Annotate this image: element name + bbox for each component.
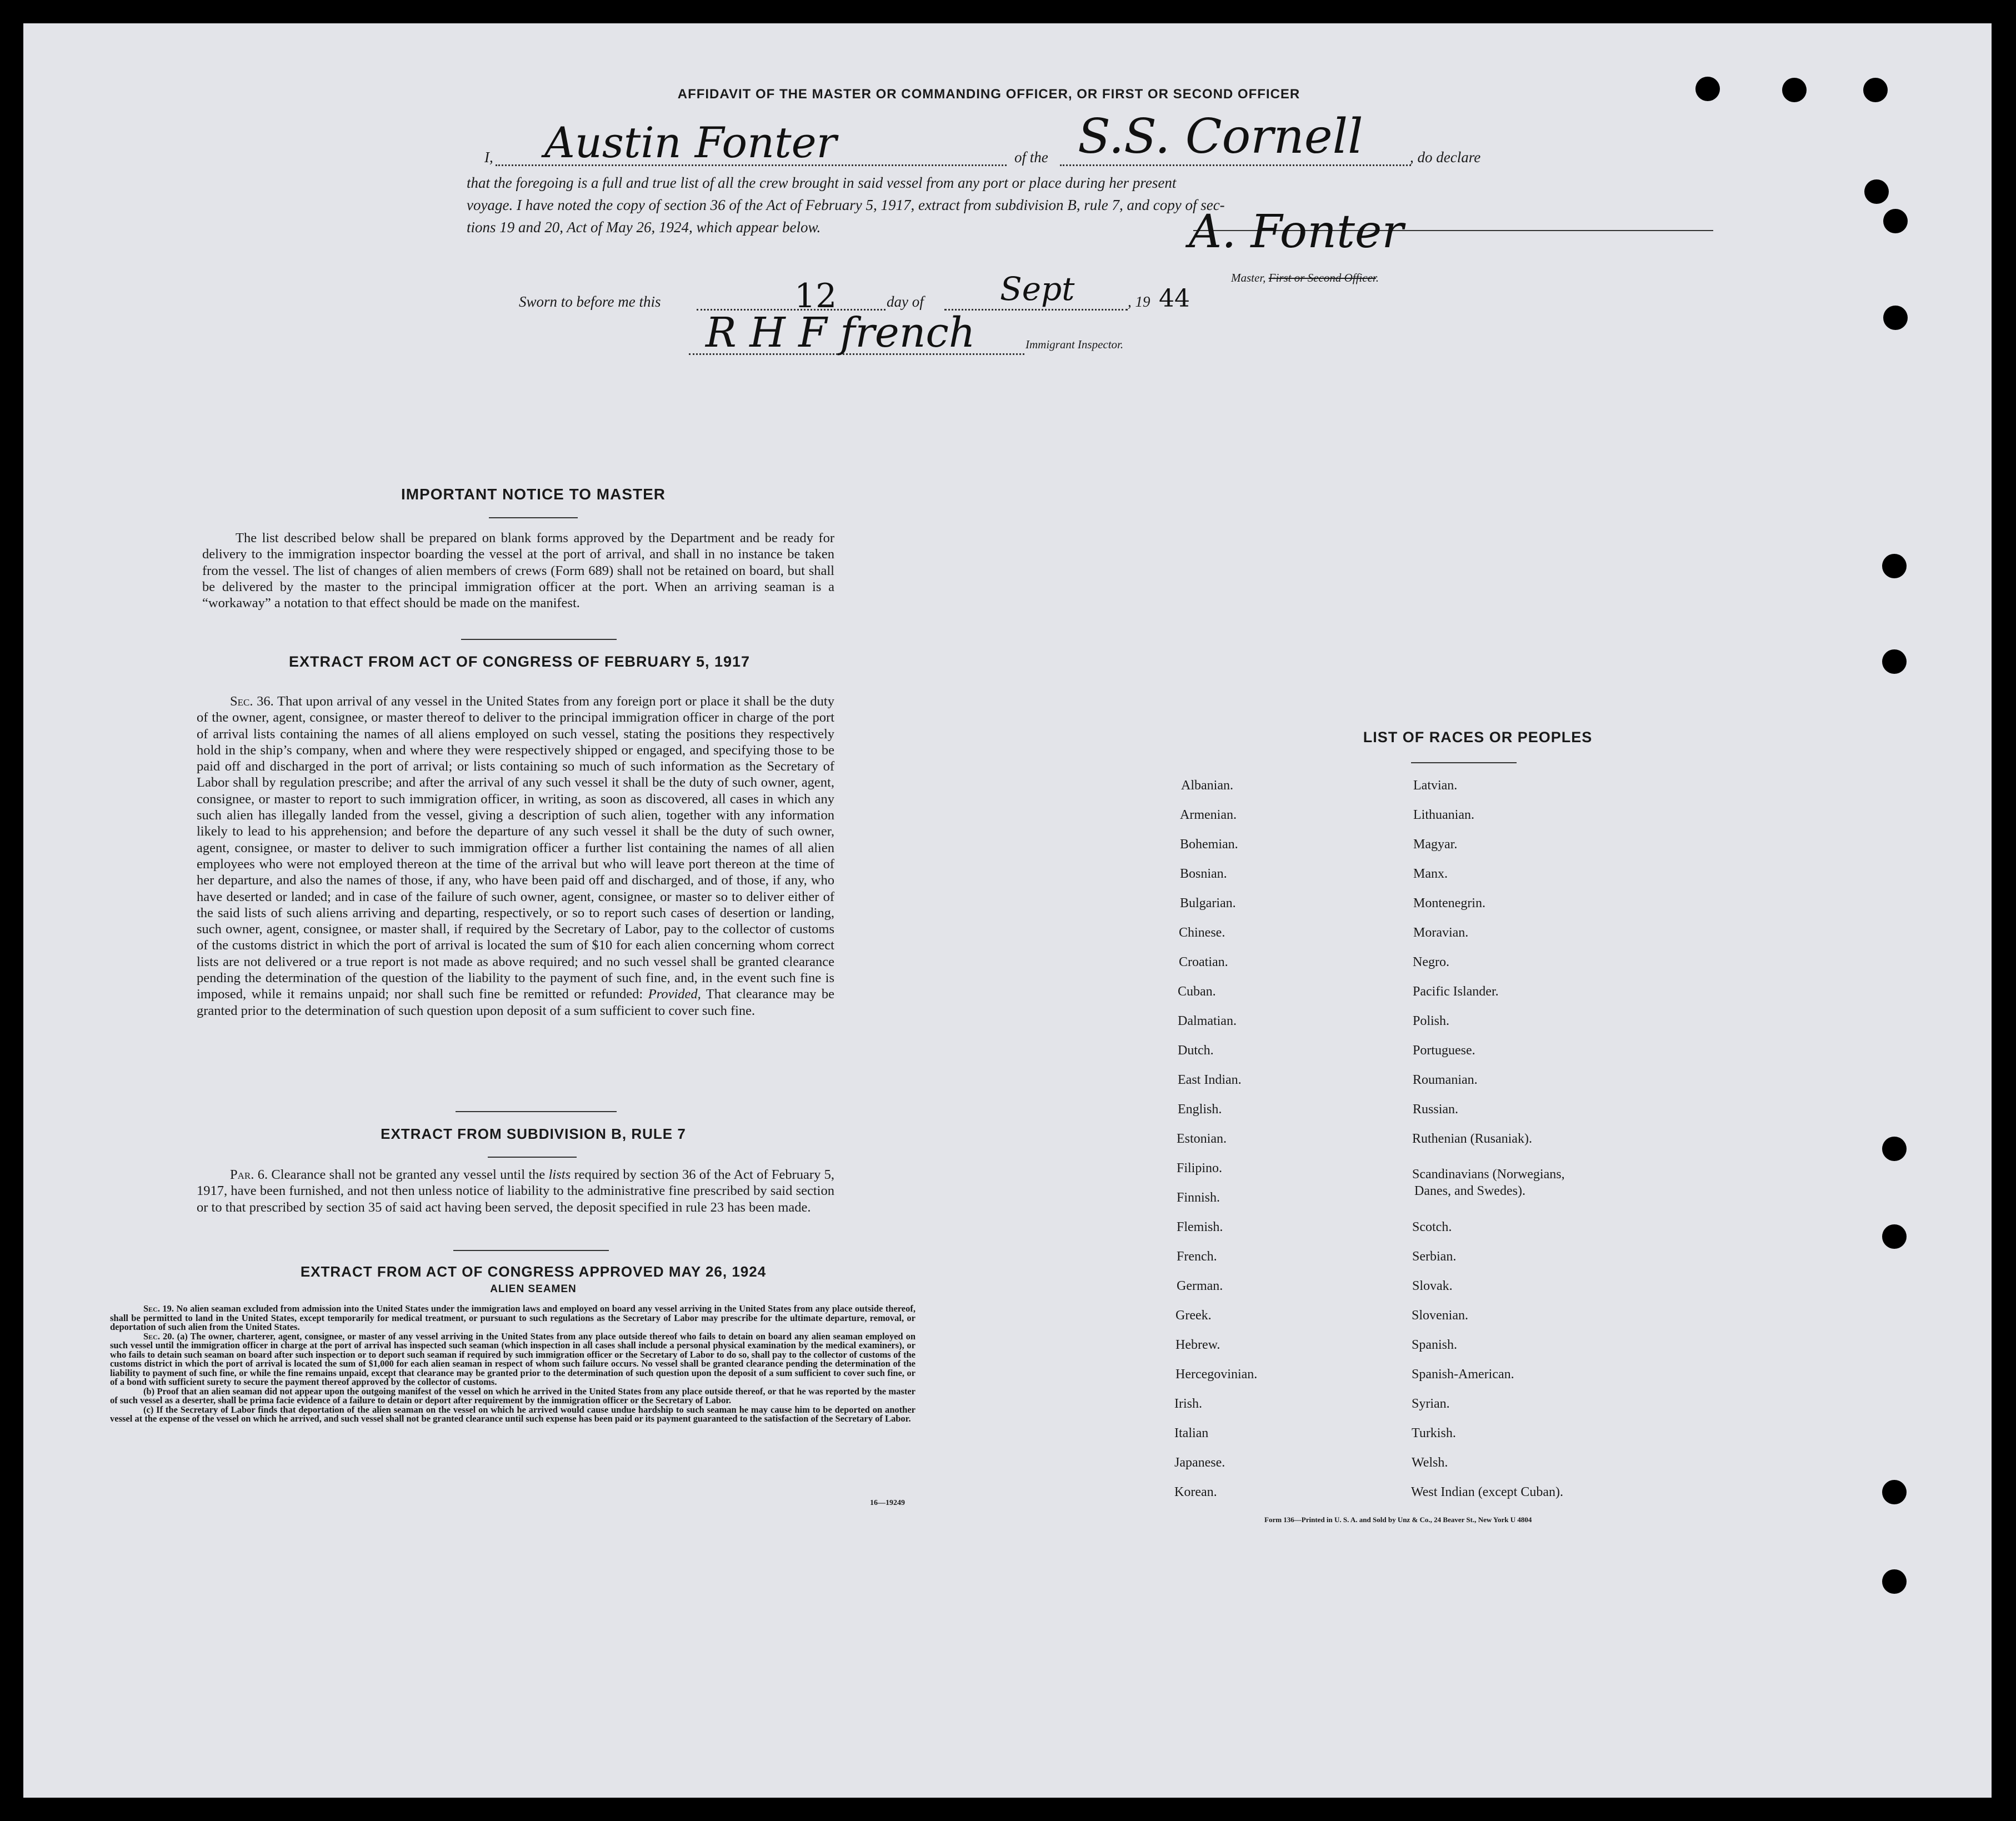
sworn-prefix: Sworn to before me this [519,293,661,310]
section-divider [461,639,617,640]
sec-20a-paragraph [110,1332,916,1387]
race-item-right: Scandinavians (Norwegians, [1412,1167,1565,1182]
punch-hole [1882,1569,1907,1594]
form-number: 16—19249 [870,1499,905,1507]
race-item-right: West Indian (except Cuban). [1411,1485,1563,1499]
race-item-left: Estonian. [1177,1132,1227,1146]
notice-paragraph: The list described below shall be prepared on blank forms approved by the Department and be ready for delivery to the immigration inspector boarding the vessel at the port of arrival, and shall in no instance be taken from the vessel. The list of changes of alien members of crews (Form 689) shall not be retained on board, but shall be delivered by the master to the principal immigration officer at the port. When an arriving seaman is a “workaway” a notation to that effect should be made on the manifest. [202,531,834,611]
race-item-left: Greek. [1175,1308,1212,1323]
extract-1917-title: EXTRACT FROM ACT OF CONGRESS OF FEBRUARY 5, 1917 [288,653,751,670]
sec-36-provided: Provided, [648,987,701,1002]
race-item-left: Dutch. [1178,1043,1214,1058]
sworn-year-prefix: , 19 [1128,293,1150,310]
race-item-left: Cuban. [1178,984,1216,999]
sworn-year-handwritten: 44 [1159,284,1190,313]
sec-20b-paragraph: (b) Proof that an alien seaman did not appear upon the outgoing manifest of the vessel on which he arrived in the United States from any place outside thereof, or that he was reported by the master of such vessel as a deserter, shall be prima facie evidence of a failure to detain or deport after requirement by the immigration officer or the Secretary of Labor. [110,1385,916,1405]
race-item-right: Portuguese. [1413,1043,1475,1058]
races-title-rule [1411,762,1517,763]
race-item-left: Croatian. [1179,955,1228,969]
punch-hole [1864,179,1889,204]
inspector-caption: Immigrant Inspector. [1025,338,1124,351]
race-item-left: Albanian. [1181,778,1233,793]
race-item-left: Korean. [1174,1485,1217,1499]
race-item-right: Roumanian. [1413,1073,1478,1087]
race-item-left: Bulgarian. [1180,896,1236,910]
race-item-right: Spanish. [1412,1338,1458,1352]
punch-hole [1883,306,1908,330]
race-item-right: Slovenian. [1412,1308,1468,1323]
race-item-left: Bohemian. [1180,837,1238,852]
race-item-left: Flemish. [1177,1220,1223,1234]
affidavit-i-prefix: I, [484,149,493,166]
race-item-right: Syrian. [1412,1397,1450,1411]
race-item-left: Finnish. [1177,1190,1220,1205]
race-item-right: Montenegrin. [1413,896,1485,910]
race-item-right: Ruthenian (Rusaniak). [1412,1132,1532,1146]
punch-hole [1883,209,1908,233]
punch-hole [1695,77,1720,101]
extract-1924-title: EXTRACT FROM ACT OF CONGRESS APPROVED MAY 26, 1924 [300,1263,767,1280]
sec-19-text: No alien seaman excluded from admission into the United States under the immigration laws and employed on board any vessel arriving in the United States from any place outside thereof, shall be permitted to land in the United States, except temporarily for medical treatment, or pursuant to such regulations as the Secretary of Labor may prescribe for the ultimate departure, removal, or deportation of such alien from the United States. [110,1303,916,1332]
section-divider [453,1250,609,1251]
affidavit-line-3: voyage. I have noted the copy of section 36 of the Act of February 5, 1917, extract from subdivision B, rule 7, and copy of sec- [467,197,1225,213]
caption-period: . [1375,271,1379,284]
race-item-right: Welsh. [1412,1455,1448,1470]
race-item-right: Manx. [1413,867,1448,881]
race-item-right: Turkish. [1412,1426,1456,1440]
section-divider [456,1111,617,1112]
notice-title: IMPORTANT NOTICE TO MASTER [401,486,666,503]
page-frame-right [1992,0,2016,1821]
race-item-right: Polish. [1413,1014,1450,1028]
sworn-month-handwritten: Sept [1000,270,1075,308]
race-item-right: Latvian. [1413,778,1458,793]
race-item-left: Filipino. [1177,1161,1223,1175]
sec-36-label: Sec. 36. [230,694,274,709]
inspector-signature: R H F french [706,309,976,357]
sec-19-paragraph [110,1304,916,1332]
extract-1917-paragraph [197,693,834,1019]
race-item-left: English. [1178,1102,1222,1117]
sec-19-label: Sec. 19. [143,1303,174,1314]
master-name-handwritten: Austin Fonter [544,118,837,167]
race-item-left: French. [1177,1249,1217,1264]
race-item-left: Italian [1174,1426,1209,1440]
affidavit-line-4: tions 19 and 20, Act of May 26, 1924, which appear below. [467,219,821,236]
vessel-name-line [1060,164,1411,166]
race-item-left: German. [1177,1279,1223,1293]
sec-36-text-b: That clearance may be granted prior to the determination of such question upon deposit of a sum sufficient to cover such fine. [197,987,834,1018]
rule-7-title-rule [488,1157,577,1158]
races-footer: Form 136—Printed in U. S. A. and Sold by Unz & Co., 24 Beaver St., New York U 4804 [1264,1515,1532,1524]
sworn-day-of: day of [887,293,924,310]
page-frame-left [0,0,23,1821]
vessel-name-handwritten: S.S. Cornell [1078,109,1363,164]
punch-hole [1882,554,1907,578]
race-item-left: East Indian. [1178,1073,1242,1087]
rule-7-paragraph [197,1167,834,1215]
race-item-right: Danes, and Swedes). [1414,1184,1525,1198]
sec-20c-paragraph: (c) If the Secretary of Labor finds that deportation of the alien seaman on the vessel on which he arrived would cause undue hardship to such seaman he may cause him to be deported on another vessel at the expense of the vessel on which he arrived, and such vessel shall not be granted clearance until such expense has been paid or its payment guaranteed to the satisfaction of the Secretary of Labor. [110,1404,916,1424]
races-title: LIST OF RACES OR PEOPLES [1363,729,1593,746]
race-item-right: Spanish-American. [1412,1367,1514,1382]
sec-36-text-a: That upon arrival of any vessel in the United States from any foreign port or place it shall be the duty of the owner, agent, consignee, or master thereof to deliver to the principal immigration officer in charge of the port of arrival lists containing the names of all aliens employed on such vessel, stating the positions they respectively hold in the ship’s company, when and where they were respectively shipped or engaged, and specifying those to be paid off and discharged in the port of arrival; or lists containing so much of such information as the Secretary of Labor shall by regulation prescribe; and after the arrival of any such vessel it shall be the duty of such owner, agent, consignee, or master to report to such immigration officer, in writing, as soon as discovered, all cases in which any such alien has illegally landed from the vessel, giving a description of such alien, together with any information likely to lead to his apprehension; and before the departure of any such vessel it shall be the duty of such owner, agent, consignee, or master to deliver to such immigration officer a further list containing the names of all alien employees who were not employed thereon at the time of the arrival but who will leave port thereon at the time of her departure, and also the names of those, if any, who have been paid off and discharged, and of those, if any, who have deserted or landed; and in case of the failure of such owner, agent, consignee, or master so to deliver either of the said lists of such aliens arriving and departing, respectively, or so to report such cases of desertion or landing, such owner, agent, consignee, or master shall, if required by the Secretary of Labor, pay to the collector of customs of the customs district in which the port of arrival is located the sum of $10 for each alien concerning whom correct lists are not delivered or a true report is not made as above required; and no such vessel shall be granted clearance pending the determination of the question of the liability to the payment of such fine, and, in the event such fine is imposed, while it remains unpaid; nor shall such fine be remitted or refunded: [197,694,834,1002]
race-item-left: Armenian. [1180,808,1237,822]
race-item-left: Chinese. [1179,925,1225,940]
race-item-left: Hebrew. [1175,1338,1220,1352]
race-item-left: Dalmatian. [1178,1014,1237,1028]
page-frame-bottom [0,1798,2016,1821]
race-item-right: Negro. [1413,955,1449,969]
affidavit-line-2: that the foregoing is a full and true list of all the crew brought in said vessel from any port or place during her present [467,174,1177,191]
punch-hole [1882,1224,1907,1249]
caption-struck-officer: First or Second Officer [1268,271,1376,284]
race-item-right: Magyar. [1413,837,1458,852]
sec-20-label: Sec. 20. [143,1330,174,1342]
sworn-day-handwritten: 12 [794,277,837,316]
master-signature-caption [1231,271,1379,285]
caption-master: Master, [1231,271,1266,284]
affidavit-of-the: of the [1014,149,1048,166]
race-item-right: Russian. [1413,1102,1459,1117]
extract-1924-text [110,1304,916,1424]
master-signature: A. Fonter [1189,206,1404,258]
race-item-right: Scotch. [1412,1220,1452,1234]
race-item-right: Moravian. [1413,925,1469,940]
rule-7-title: EXTRACT FROM SUBDIVISION B, RULE 7 [381,1125,686,1142]
race-item-right: Lithuanian. [1413,808,1474,822]
par-6-lists: lists [548,1167,571,1182]
punch-hole [1882,1137,1907,1161]
race-item-left: Japanese. [1174,1455,1225,1470]
rule-7-text [197,1167,834,1215]
affidavit-title: AFFIDAVIT OF THE MASTER OR COMMANDING OFFICER, OR FIRST OR SECOND OFFICER [677,87,1300,102]
affidavit-do-declare: , do declare [1410,149,1481,166]
race-item-left: Hercegovinian. [1175,1367,1258,1382]
race-item-right: Slovak. [1412,1279,1453,1293]
race-item-right: Serbian. [1412,1249,1457,1264]
punch-hole [1882,1480,1907,1504]
punch-hole [1863,78,1888,102]
sec-20a-text: (a) The owner, charterer, agent, consignee, or master of any vessel arriving in the United States from any place outside thereof who fails to detain on board any alien seaman employed on such vessel until the immigration officer in charge at the port of arrival has inspected such seaman (which inspection in all cases shall include a personal physical examination by the medical examiners), or who fails to detain such seaman on board after such inspection or to deport such seaman if required by such immigration officer or the Secretary of Labor to do so, shall pay to the collector of customs of the customs district in which the port of arrival is located the sum of $1,000 for each alien seaman in respect of whom such failure occurs. No vessel shall be granted clearance pending the determination of the liability to payment of such fine, or while the fine remains unpaid, except that clearance may be granted prior to the determination of such question upon the deposit of a sum sufficient to cover such fine, or of a bond with sufficient surety to secure the payment thereof approved by the collector of customs. [110,1330,916,1387]
extract-1917-text [197,693,834,1019]
punch-hole [1782,78,1807,102]
notice-title-rule [489,517,578,518]
race-item-left: Bosnian. [1180,867,1227,881]
notice-text [202,530,834,611]
race-item-right: Pacific Islander. [1413,984,1499,999]
page-frame-top [0,0,2016,23]
punch-hole [1882,649,1907,674]
race-item-left: Irish. [1174,1397,1202,1411]
par-6-text-b: required by section 36 of the Act of February 5, 1917, have been furnished, and not then unless notice of liability to the administrative fine prescribed by said section or to that prescribed by section 35 of said act having been served, the deposit specified in rule 23 has been made. [197,1167,835,1215]
extract-1924-subtitle: ALIEN SEAMEN [490,1283,577,1295]
par-6-label: Par. 6. [230,1167,268,1182]
par-6-text-a: Clearance shall not be granted any vessel until the [271,1167,546,1182]
